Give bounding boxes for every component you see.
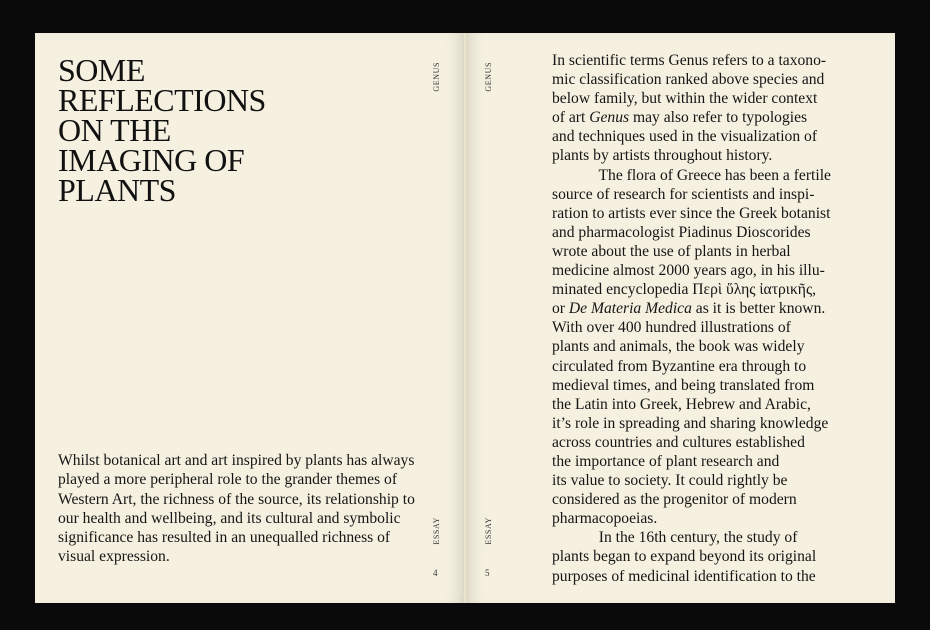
intro-paragraph: Whilst botanical art and art inspired by plants has always played a more peripheral role to the grander themes of Western Art, the richness of the source, its relationship to our health and wellbeing, and its cultural and symbolic significance has resulted in an unequalled richness of visual expression. — [58, 452, 415, 566]
title-line: PLANTS — [58, 172, 176, 208]
paragraph-2-part-a: The flora of Greece has been a fertile source of research for scientists and inspi- ration to artists ever since the Greek botanist and pharmacologist Piadinus Dioscorides wrote about the use of plants in herbal medicine almost 2000 years ago, in his illu- minated encyclopedia Περὶ ὕλης ἰατρικῆς, or — [552, 166, 831, 318]
running-head-right: GENUS — [484, 62, 493, 92]
book-gutter — [463, 33, 467, 603]
de-materia-medica-italic: De Materia Medica — [568, 300, 692, 318]
running-head-left: GENUS — [432, 62, 441, 92]
essay-body-text — [552, 51, 892, 586]
title-line: ON THE — [58, 112, 171, 148]
title-line: IMAGING OF — [58, 142, 245, 178]
essay-title — [58, 52, 266, 208]
section-label-left: ESSAY — [432, 517, 441, 545]
title-line: REFLECTIONS — [58, 82, 266, 118]
paragraph-1-part-a: In scientific terms Genus refers to a taxono- mic classification ranked above species and below family, but within the wider context of art — [552, 52, 827, 127]
genus-italic: Genus — [589, 109, 630, 127]
page-number-left: 4 — [433, 568, 438, 578]
section-label-right: ESSAY — [484, 517, 493, 545]
paragraph-1-part-b: may also refer to typologies and techniques used in the visualization of plants by artists throughout history. — [552, 109, 818, 165]
paragraph-2-part-b: as it is better known. With over 400 hundred illustrations of plants and animals, the book was widely circulated from Byzantine era through to medieval times, and being translated from the Latin into Greek, Hebrew and Arabic, it’s role in spreading and sharing knowledge across countries and cultures established the importance of plant research and its value to society. It could rightly be considered as the progenitor of modern pharmacopoeias. — [552, 300, 829, 528]
title-line: SOME — [58, 52, 145, 88]
paragraph-3: In the 16th century, the study of plants began to expand beyond its original purposes of medicinal identification to the — [552, 529, 817, 585]
page-number-right: 5 — [485, 568, 490, 578]
